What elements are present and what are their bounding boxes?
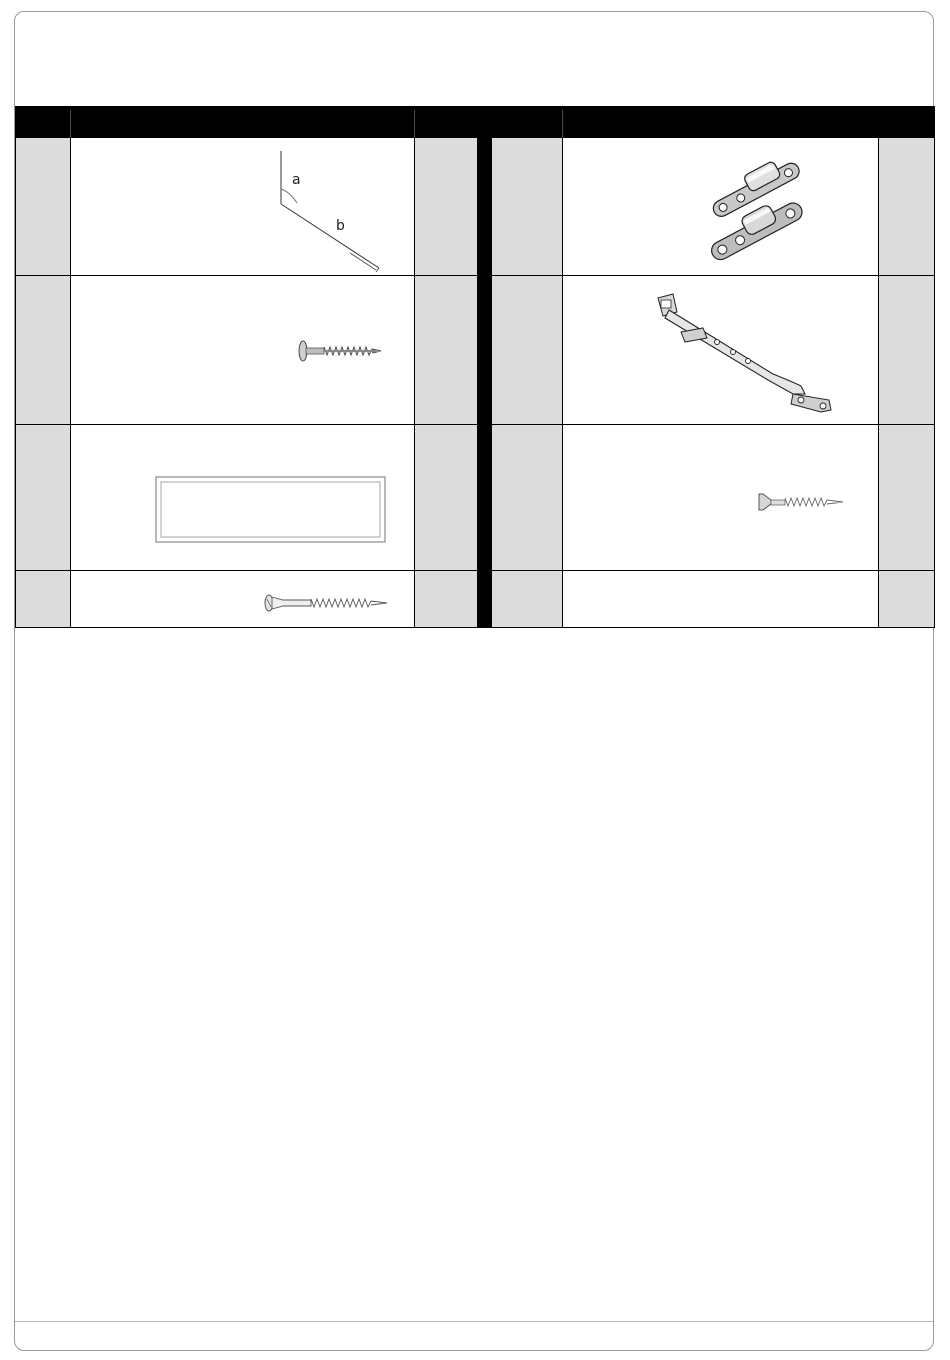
pan-head-screw-icon — [297, 338, 387, 364]
grid-line — [492, 275, 935, 276]
header-divider — [414, 110, 415, 138]
grid-line — [878, 138, 879, 628]
right-image-cell — [562, 570, 878, 627]
left-number-cell — [15, 570, 70, 627]
countersunk-screw-icon — [757, 492, 847, 512]
grid-line — [492, 424, 935, 425]
left-qty-cell — [414, 138, 477, 275]
header-divider — [562, 110, 563, 138]
length-label: b — [336, 218, 345, 234]
lift-off-hinge-pair-icon — [695, 151, 835, 266]
grid-line — [562, 138, 563, 628]
table-center-divider — [477, 106, 492, 628]
table-header — [15, 106, 935, 138]
left-qty-cell — [414, 275, 477, 424]
right-number-cell — [492, 570, 562, 627]
grid-line — [15, 424, 477, 425]
left-number-cell — [15, 275, 70, 424]
footer-rule — [15, 1321, 933, 1322]
grid-line — [15, 627, 477, 628]
right-qty-cell — [878, 275, 935, 424]
angled-flashing-diagram — [270, 146, 390, 276]
grid-line — [15, 275, 477, 276]
rectangular-frame-icon — [155, 476, 387, 544]
angle-label: a — [292, 172, 301, 188]
right-number-cell — [492, 424, 562, 570]
right-number-cell — [492, 138, 562, 275]
casement-stay-icon — [653, 290, 837, 416]
right-qty-cell — [878, 570, 935, 627]
right-qty-cell — [878, 424, 935, 570]
grid-line — [15, 570, 477, 571]
grid-line — [492, 570, 935, 571]
grid-line — [492, 627, 935, 628]
grid-line — [15, 138, 16, 628]
header-divider — [70, 110, 71, 138]
grid-line — [70, 138, 71, 628]
right-qty-cell — [878, 138, 935, 275]
left-qty-cell — [414, 424, 477, 570]
grid-line — [414, 138, 415, 628]
left-number-cell — [15, 424, 70, 570]
left-number-cell — [15, 138, 70, 275]
right-number-cell — [492, 275, 562, 424]
left-qty-cell — [414, 570, 477, 627]
countersunk-long-screw-icon — [263, 593, 391, 613]
grid-line — [934, 138, 935, 628]
parts-table — [15, 106, 935, 628]
